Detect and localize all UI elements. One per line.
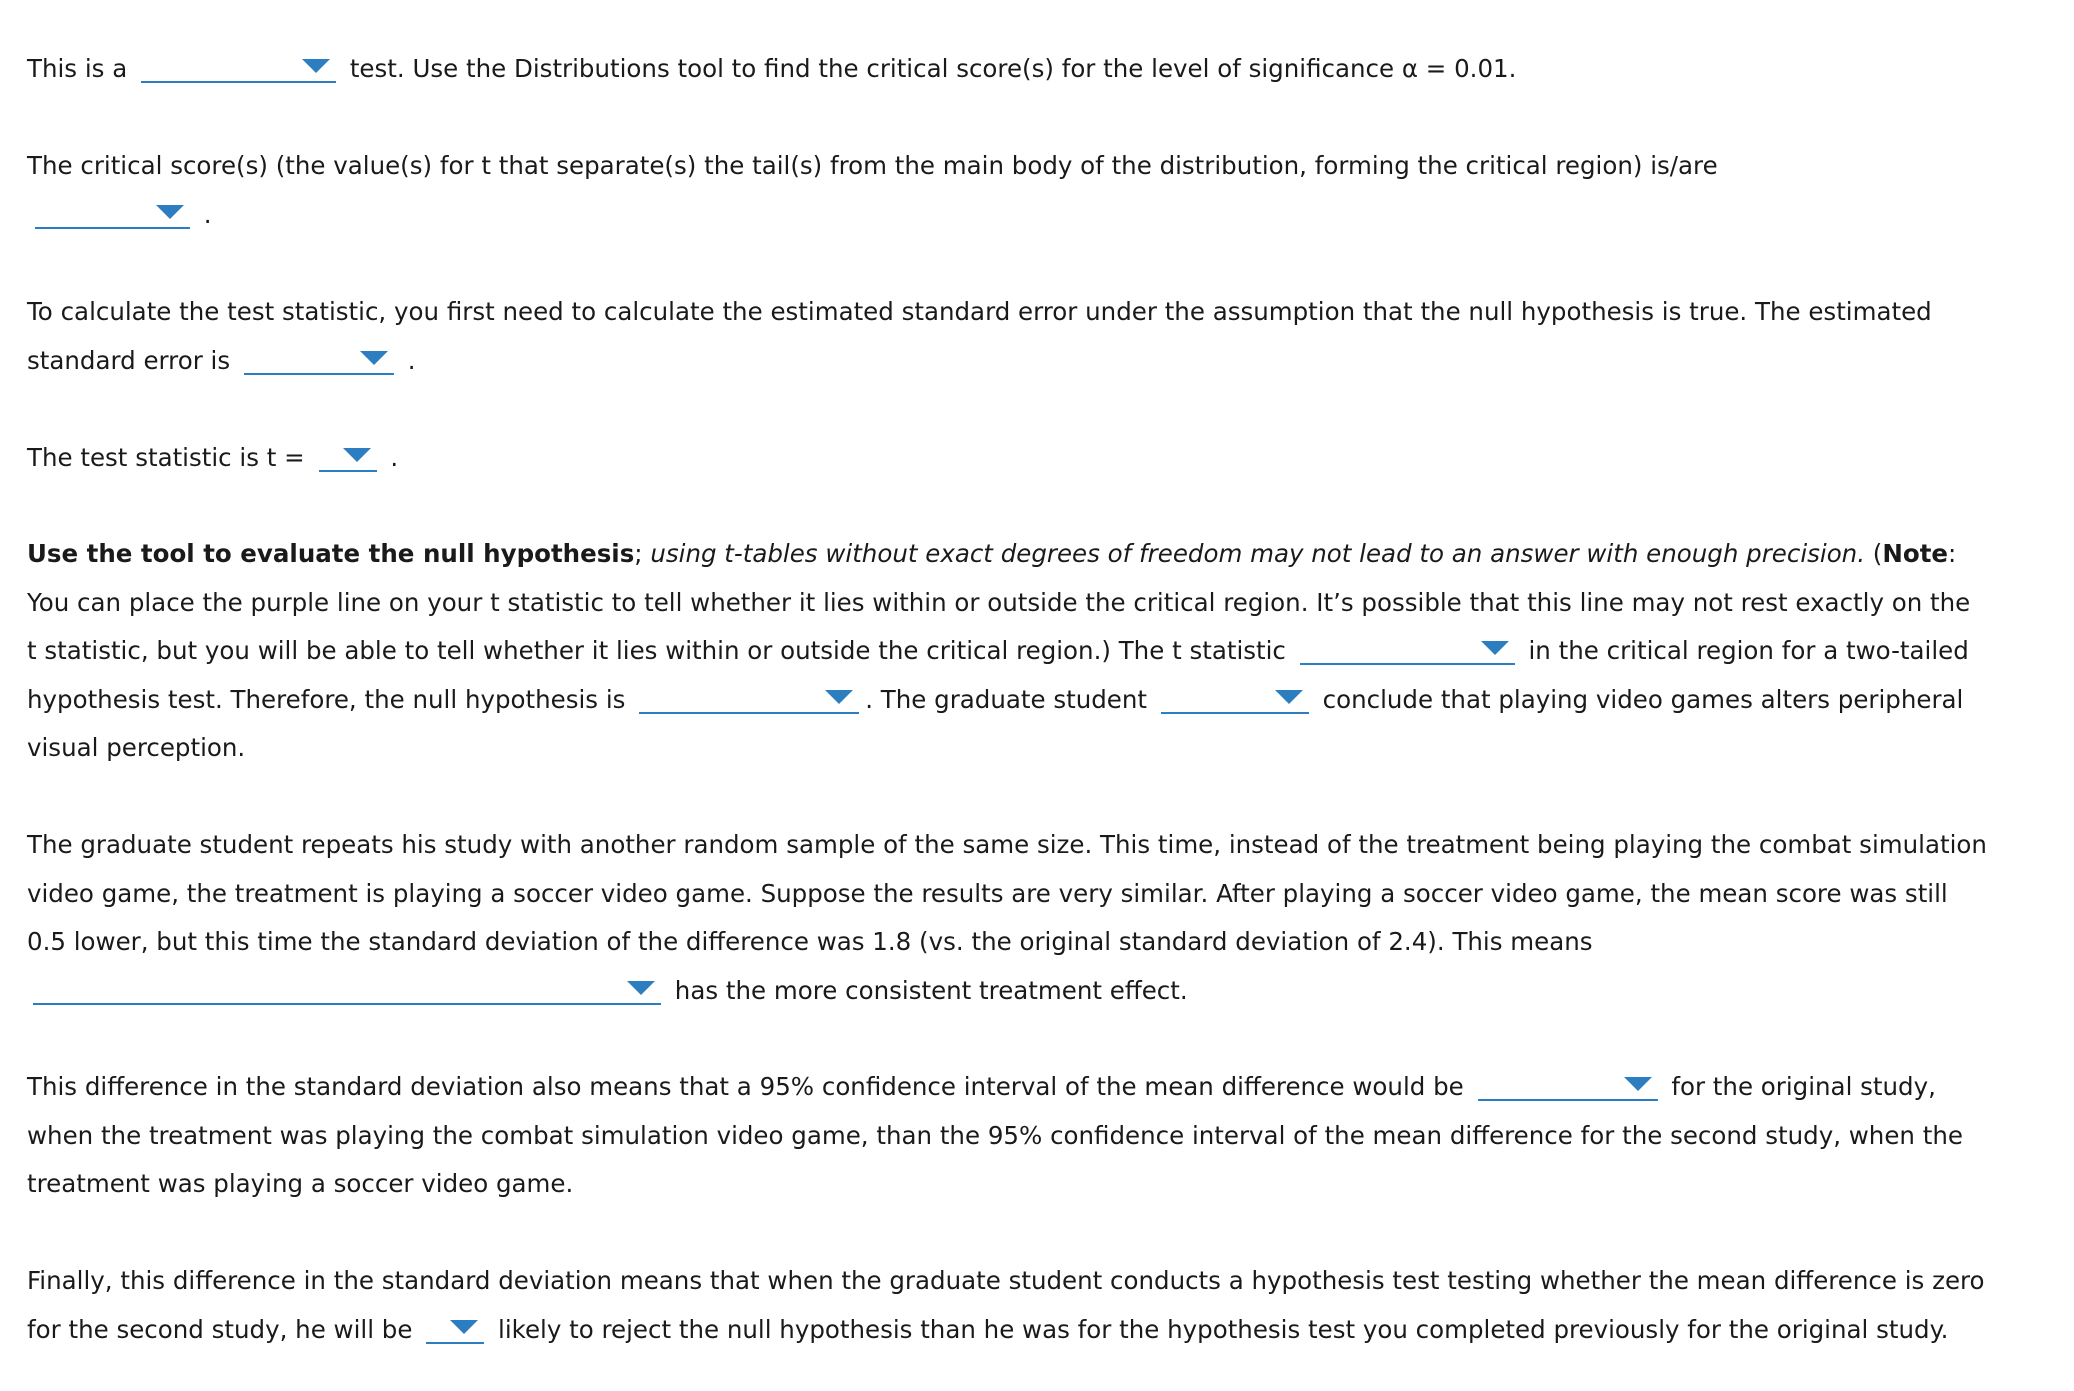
paragraph-critical-score (27, 142, 1987, 239)
paragraph-evaluate-hypothesis (27, 530, 1987, 773)
text: Finally, this difference in the standard deviation means that when the graduate student conducts a hypothesis test testing whether the mean difference is zero for the second study, he will be (27, 1266, 1985, 1344)
triangle-down-icon (627, 981, 655, 995)
text: . The graduate student (865, 684, 1148, 714)
text: . (407, 345, 416, 375)
confidence-interval-dropdown[interactable] (1478, 1071, 1658, 1101)
text: . (390, 443, 399, 472)
text: Use the tool to evaluate the null hypothesis (27, 539, 635, 568)
triangle-down-icon (1481, 641, 1509, 655)
paragraph-confidence-interval (27, 1063, 1987, 1209)
text: Note (1882, 539, 1949, 568)
triangle-down-icon (1275, 690, 1303, 704)
critical-score-dropdown[interactable] (35, 199, 190, 229)
text: The critical score(s) (the value(s) for t that separate(s) the tail(s) from the main body of the distribution, forming the critical region) is/are (27, 151, 1718, 180)
paragraph-test-type (27, 45, 1987, 94)
triangle-down-icon (450, 1320, 478, 1334)
rejection-likelihood-dropdown[interactable] (426, 1314, 484, 1344)
text: likely to reject the null hypothesis than he was for the hypothesis test you completed previously for the original study. (498, 1314, 1949, 1344)
text: To calculate the test statistic, you first need to calculate the estimated standard error under the assumption that the null hypothesis is true. The estimated standard error is (27, 297, 1932, 375)
conclusion-dropdown[interactable] (1161, 684, 1309, 714)
test-type-dropdown[interactable] (141, 53, 336, 83)
triangle-down-icon (343, 448, 371, 462)
triangle-down-icon (156, 205, 184, 219)
paragraph-test-statistic (27, 434, 1987, 483)
triangle-down-icon (825, 690, 853, 704)
text: This is a (27, 54, 128, 83)
null-hypothesis-decision-dropdown[interactable] (639, 684, 859, 714)
text: : You can place the purple line on your t statistic to tell whether it lies within or outside the critical region. It’s possible that this line may not rest exactly on the t statistic, but you will be able to tell whether it lies within or outside the critical region.) The t statistic (27, 539, 1971, 665)
text: has the more consistent treatment effect. (674, 975, 1188, 1005)
text: conclude that playing video games alters peripheral visual perception. (27, 684, 1964, 762)
text: ( (1872, 539, 1883, 568)
t-statistic-location-dropdown[interactable] (1300, 635, 1515, 665)
text: This difference in the standard deviation also means that a 95% confidence interval of the mean difference would be (27, 1072, 1464, 1101)
standard-error-dropdown[interactable] (244, 345, 394, 375)
paragraph-rejection-likelihood (27, 1257, 1987, 1354)
consistent-treatment-dropdown[interactable] (33, 975, 661, 1005)
triangle-down-icon (302, 59, 330, 73)
paragraph-standard-error (27, 288, 1987, 385)
text: in the critical region for a two-tailed hypothesis test. Therefore, the null hypothesis is (27, 636, 1969, 714)
text: for the original study, when the treatment was playing the combat simulation video game, than the 95% confidence interval of the mean difference for the second study, when the treatment was playing a soccer video game. (27, 1072, 1963, 1198)
text: test. Use the Distributions tool to find the critical score(s) for the level of significance α = 0.01. (349, 54, 1517, 83)
triangle-down-icon (360, 351, 388, 365)
test-statistic-dropdown[interactable] (319, 442, 377, 472)
text: using t-tables without exact degrees of freedom may not lead to an answer with enough precision. (650, 539, 1865, 568)
text: ; (634, 539, 643, 568)
text: The graduate student repeats his study with another random sample of the same size. This time, instead of the treatment being playing the combat simulation video game, the treatment is playing a soccer video game. Suppose the results are very similar. After playing a soccer video game, the mean score was still 0.5 lower, but this time the standard deviation of the difference was 1.8 (vs. the original standard deviation of 2.4). This means (27, 830, 1987, 956)
triangle-down-icon (1624, 1077, 1652, 1091)
paragraph-repeat-study (27, 821, 1987, 1015)
text: . (203, 199, 212, 229)
text: The test statistic is t = (27, 443, 305, 472)
